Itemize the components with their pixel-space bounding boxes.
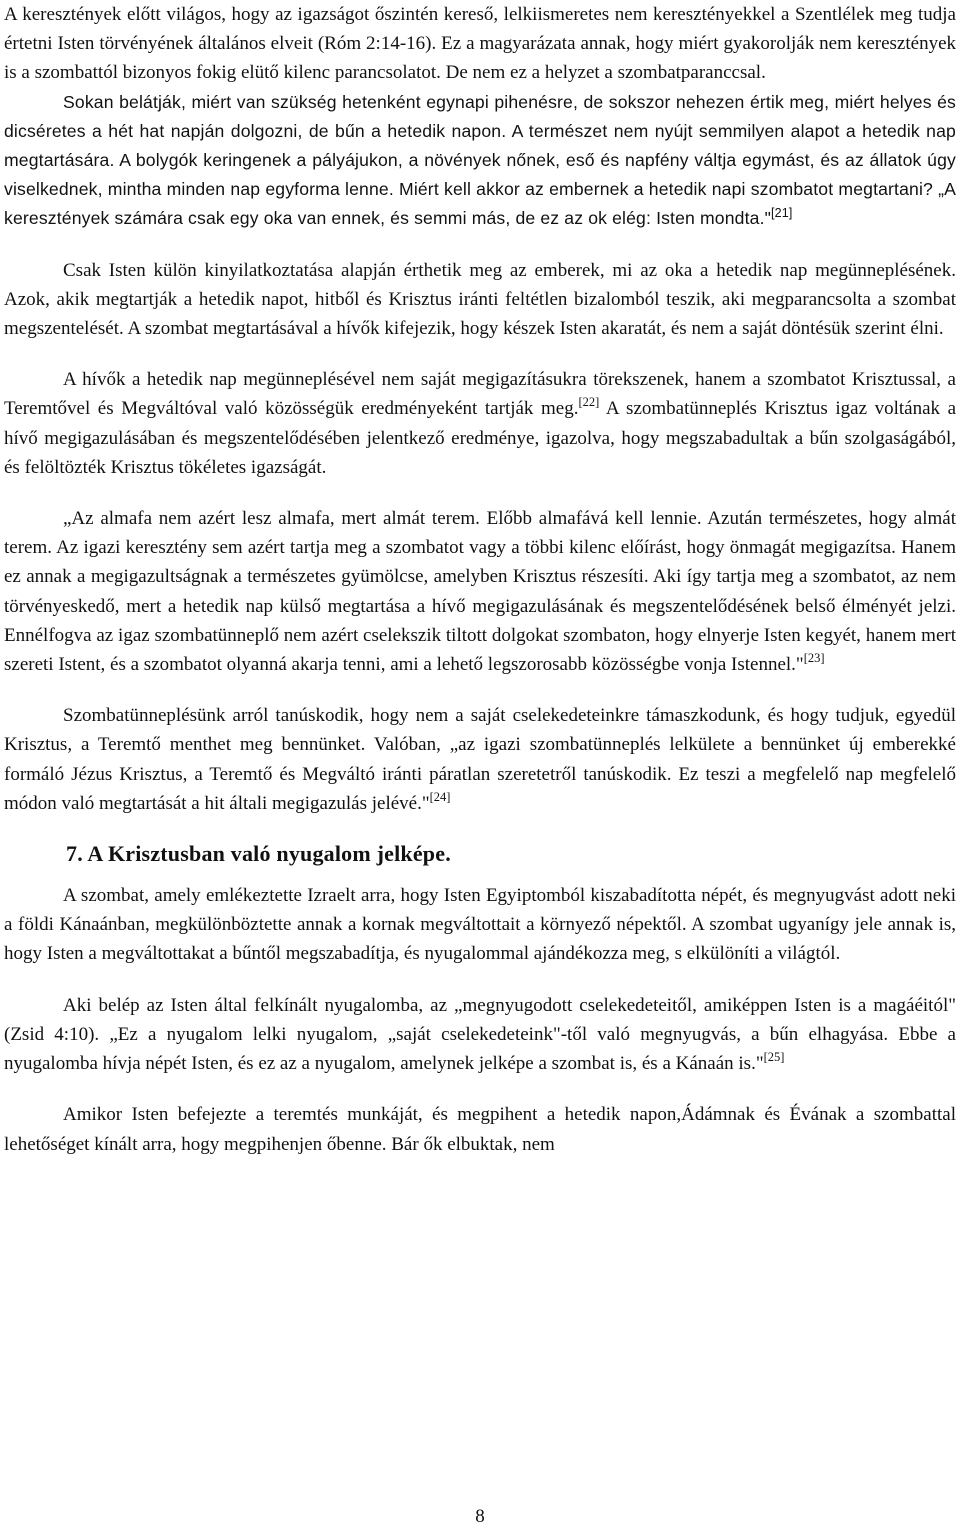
paragraph-1-text: A keresztények előtt világos, hogy az igazságot őszintén kereső, lelkiismeretes nem keresztényekkel a Szentlélek meg tudja értetni Isten törvényének általános elveit (Róm 2:14-16). Ez a magyarázata annak, hogy miért gyakorolják nem keresztények is a szombattól bizonyos fokig elütő kilenc parancsolatot. De nem ez a helyzet a szombatparanccsal. bbox=[4, 4, 956, 84]
paragraph-8 bbox=[4, 991, 956, 1079]
document-page bbox=[4, 0, 956, 1159]
section-heading bbox=[66, 839, 956, 869]
paragraph-2-text: Sokan belátják, miért van szükség hetenként egynapi pihenésre, de sokszor nehezen értik meg, miért helyes és dicséretes a hét hat napján dolgozni, de bűn a hetedik napon. A természet nem nyújt semmilyen alapot a hetedik nap megtartására. A bolygók keringenek a pályájukon, a növények nőnek, eső és napfény váltja egymást, és az állatok úgy viselkednek, mintha minden nap egyforma lenne. Miért kell akkor az embernek a hetedik napi szombatot megtartani? „A keresztények számára csak egy oka van ennek, és semmi más, de ez az ok elég: Isten mondta." bbox=[4, 91, 956, 229]
paragraph-5-text: „Az almafa nem azért lesz almafa, mert almát terem. Előbb almafává kell lennie. Azután természetes, hogy almát terem. Az igazi keresztény sem azért tartja meg a szombatot vagy a többi kilenc előírást, hogy önmagát megigazítsa. Hanem ez annak a megigazultságnak a természetes gyümölcse, amelyben Krisztus részesíti. Aki így tartja meg a szombatot, az nem törvényeskedő, mert a hetedik nap külső megtartása a hívő megigazulásának és megszentelődésének belső élményét jelzi. Ennélfogva az igaz szombatünneplő nem azért cselekszik tiltott dolgokat szombaton, hogy elnyerje Isten kegyét, hanem mert szereti Istent, és a szombatot olyanná akarja tenni, ami a lehető legszorosabb közösségbe vonja Istennel." bbox=[4, 508, 956, 676]
paragraph-1 bbox=[4, 0, 956, 88]
footnote-ref-22[interactable]: [22] bbox=[578, 395, 600, 410]
paragraph-9 bbox=[4, 1100, 956, 1158]
footnote-ref-21[interactable]: [21] bbox=[771, 205, 793, 220]
paragraph-7-text: A szombat, amely emlékeztette Izraelt arra, hogy Isten Egyiptomból kiszabadította népét, és megnyugvást adott neki a földi Kánaánban, megkülönböztette annak a kornak megváltottait a környező népektől. A szombat ugyanígy jele annak is, hogy Isten a megváltottakat a bűntől megszabadítja, és nyugalommal ajándékozza meg, s elkülöníti a világtól. bbox=[4, 885, 956, 965]
paragraph-3 bbox=[4, 256, 956, 344]
paragraph-3-text: Csak Isten külön kinyilatkoztatása alapján érthetik meg az emberek, mi az oka a hetedik nap megünneplésének. Azok, akik megtartják a hetedik napot, hitből és Krisztus iránti feltétlen bizalomból teszik, aki megparancsolta a szombat megszentelését. A szombat megtartásával a hívők kifejezik, hogy készek Isten akaratát, és nem a saját döntésük szerint élni. bbox=[4, 259, 956, 340]
paragraph-9-text: Amikor Isten befejezte a teremtés munkáját, és megpihent a hetedik napon,Ádámnak és Évának a szombattal lehetőséget kínált arra, hogy megpihenjen őbenne. Bár ők elbuktak, nem bbox=[4, 1104, 956, 1155]
section-heading-text: A Krisztusban való nyugalom jelképe. bbox=[87, 841, 451, 867]
footnote-ref-23[interactable]: [23] bbox=[803, 650, 825, 665]
paragraph-4 bbox=[4, 365, 956, 482]
paragraph-4-text-after: A szombatünneplés Krisztus igaz voltának a hívő megigazulásában és megszentelődésében jelentkező eredménye, igazolva, hogy megszabadultak a bűn szolgaságából, és felöltözték Krisztus tökéletes igazságát. bbox=[4, 398, 956, 478]
paragraph-5 bbox=[4, 504, 956, 679]
footnote-ref-24[interactable]: [24] bbox=[429, 789, 451, 804]
footnote-ref-25[interactable]: [25] bbox=[763, 1049, 785, 1064]
paragraph-7 bbox=[4, 881, 956, 969]
paragraph-6 bbox=[4, 701, 956, 818]
page-number: 8 bbox=[475, 1506, 485, 1527]
paragraph-6-text: Szombatünneplésünk arról tanúskodik, hogy nem a saját cselekedeteinkre támaszkodunk, és hogy tudjuk, egyedül Krisztus, a Teremtő menthet meg bennünket. Valóban, „az igazi szombatünneplés lelkülete a bennünket új emberekké formáló Jézus Krisztus, a Teremtő és Megváltó iránti páratlan szeretetről tanúskodik. Ez teszi a megfelelő nap megfelelő módon való megtartását a hit általi megigazulás jelévé." bbox=[4, 705, 956, 814]
paragraph-8-text: Aki belép az Isten által felkínált nyugalomba, az „megnyugodott cselekedeteitől, amiképpen Isten is a magáéitól" (Zsid 4:10). „Ez a nyugalom lelki nyugalom, „saját cselekedeteink"-től való megnyugvás, a bűn elhagyása. Ebbe a nyugalomba hívja népét Isten, és ez az a nyugalom, amelynek jelképe a szombat is, és a Kánaán is." bbox=[4, 994, 956, 1075]
paragraph-2 bbox=[4, 88, 956, 234]
section-heading-number: 7. bbox=[66, 841, 88, 867]
paragraph-4-text-before: A hívők a hetedik nap megünneplésével nem saját megigazításukra törekszenek, hanem a szombatot Krisztussal, a Teremtővel és Megváltóval való közösségük eredményeként tartják meg. bbox=[4, 369, 956, 420]
